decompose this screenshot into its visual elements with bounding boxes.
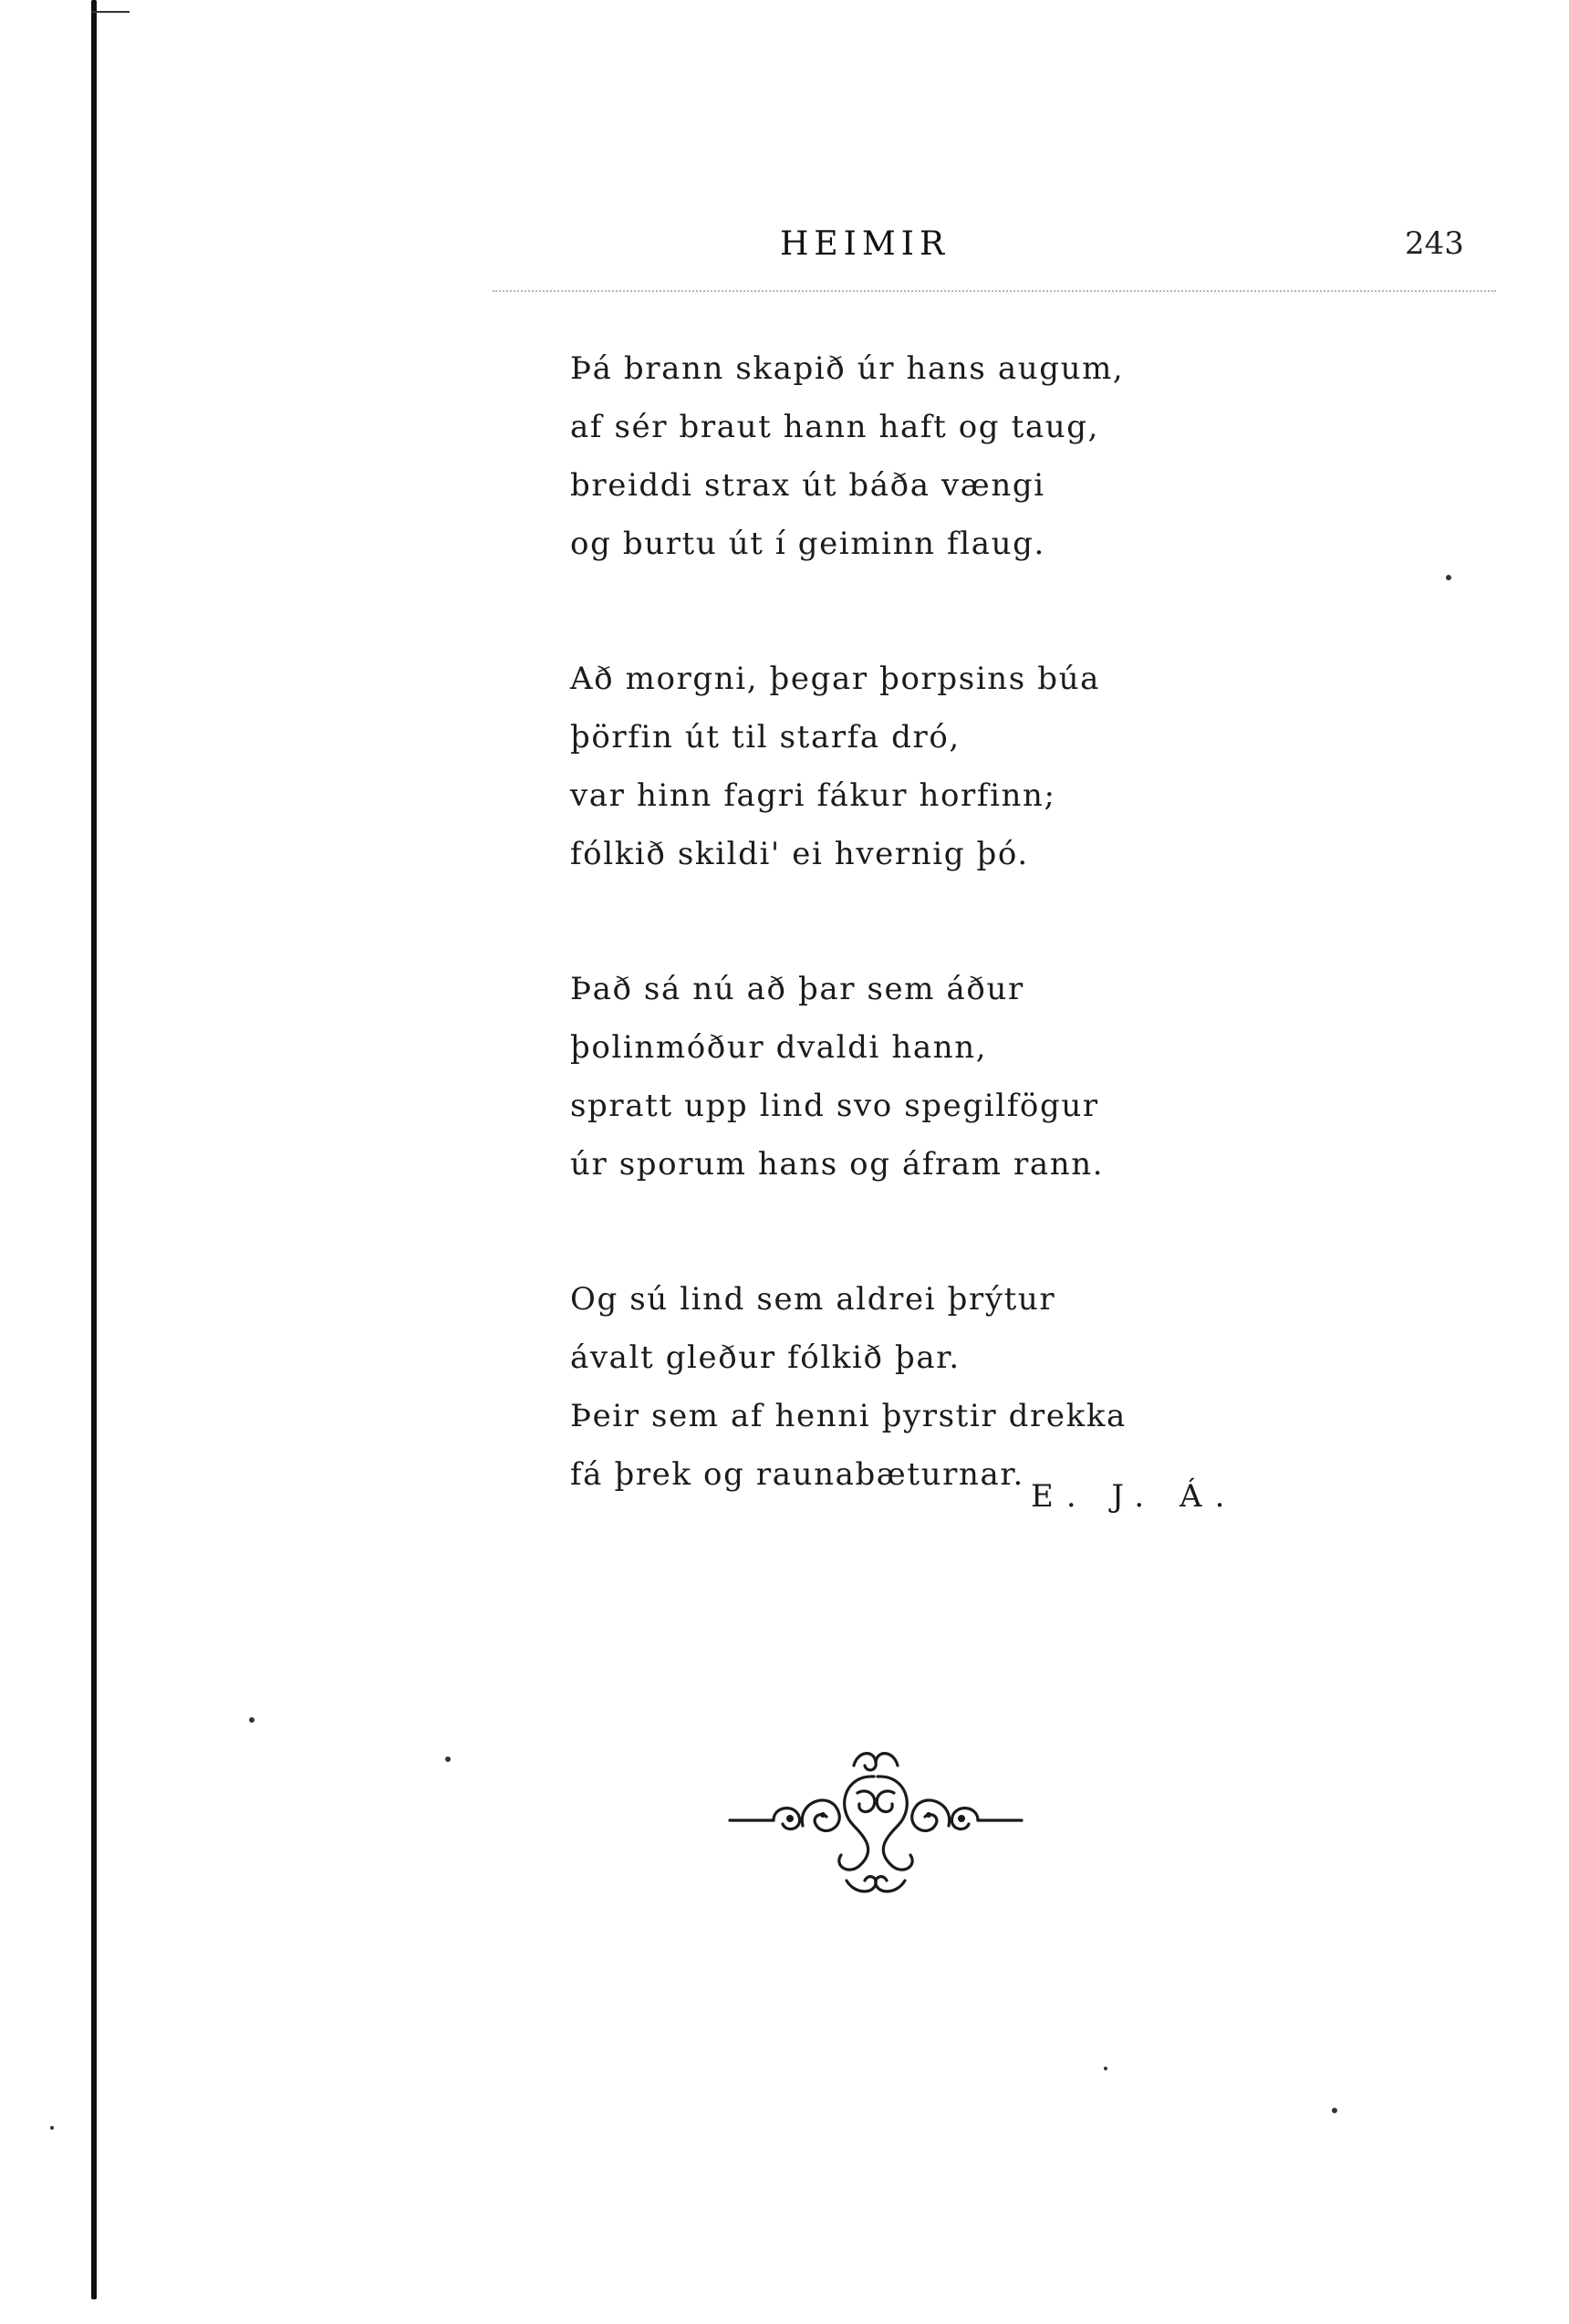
paper-speck [50,2126,54,2130]
author-signature: E. J. Á. [1031,1478,1238,1515]
poem-line: Og sú lind sem aldrei þrýtur [570,1281,1056,1318]
poem-line: og burtu út í geiminn flaug. [570,526,1045,562]
poem-line: var hinn fagri fákur horfinn; [570,777,1056,814]
page-number: 243 [1405,225,1464,262]
poem-line: þörfin út til starfa dró, [570,719,961,756]
running-head: HEIMIR [780,225,951,263]
poem-line: spratt upp lind svo spegilfögur [570,1088,1099,1124]
poem-line: ávalt gleður fólkið þar. [570,1339,961,1376]
stanza-4 [570,1270,1227,1504]
paper-speck [445,1756,451,1762]
paper-speck [1104,2067,1107,2070]
poem-line: fá þrek og raunabæturnar. [570,1456,1024,1493]
poem [570,339,1227,1580]
poem-line: þolinmóður dvaldi hann, [570,1029,988,1066]
poem-line: Að morgni, þegar þorpsins búa [570,661,1100,697]
stanza-2 [570,650,1227,883]
poem-line: úr sporum hans og áfram rann. [570,1146,1105,1183]
header-rule [493,290,1496,292]
stanza-3 [570,960,1227,1193]
stanza-1 [570,339,1227,573]
tailpiece-ornament-icon [721,1738,1031,1902]
paper-speck [249,1717,255,1723]
poem-line: Það sá nú að þar sem áður [570,971,1024,1007]
poem-line: Þá brann skapið úr hans augum, [570,350,1125,387]
poem-line: fólkið skildi' ei hvernig þó. [570,836,1029,872]
poem-line: af sér braut hann haft og taug, [570,409,1099,445]
corner-mark [91,11,130,13]
poem-line: Þeir sem af henni þyrstir drekka [570,1398,1127,1434]
page-binding-edge [91,0,97,2299]
poem-line: breiddi strax út báða vængi [570,467,1045,504]
paper-speck [1446,575,1451,580]
paper-speck [1332,2108,1337,2113]
